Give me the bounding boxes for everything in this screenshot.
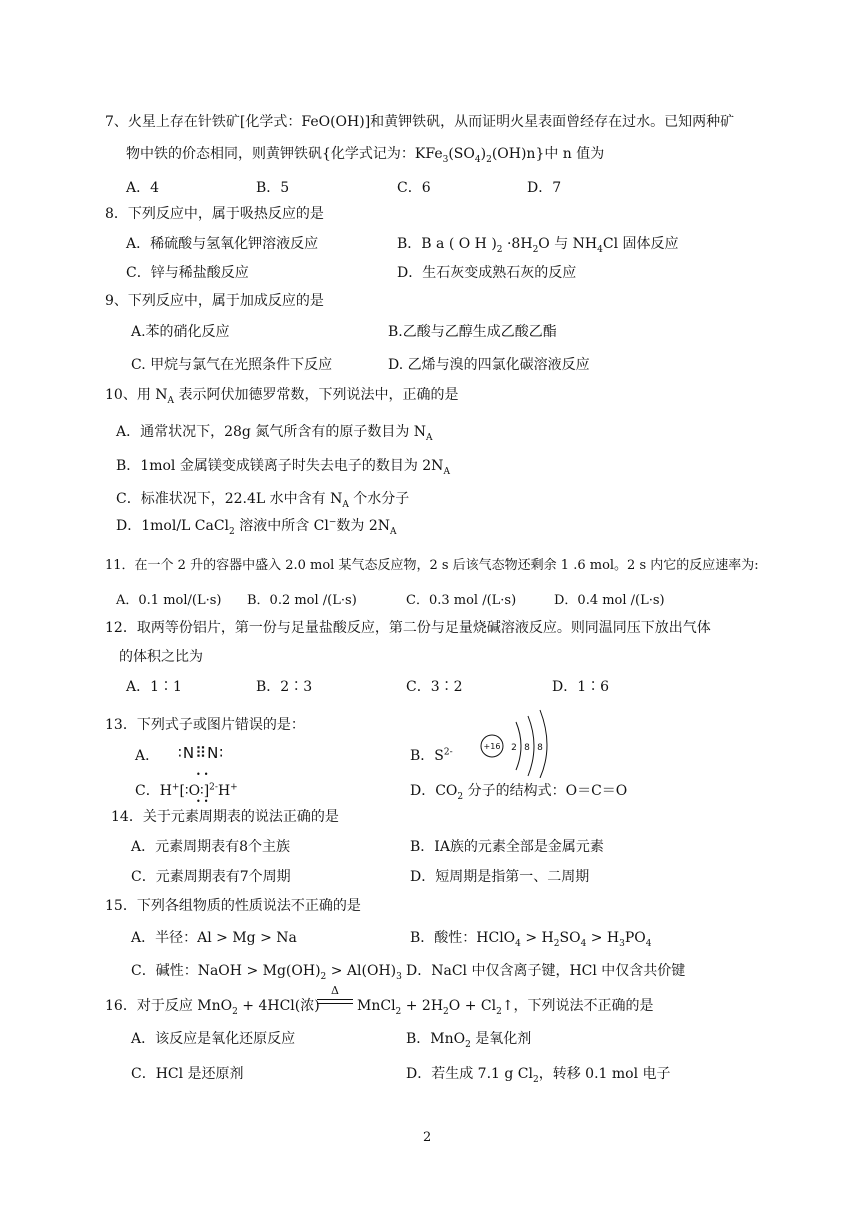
- q10-stem: 10、用 $N_A$ 表示阿伏加德罗常数，下列说法中，正确的是: [105, 387, 459, 406]
- atom-shell-2-count: 8: [524, 743, 530, 753]
- q7-option-c: C．6: [397, 180, 431, 196]
- q14-stem: 14．关于元素周期表的说法正确的是: [111, 809, 339, 825]
- q16-option-c: C．HCl 是还原剂: [131, 1066, 244, 1082]
- q13-option-b-label: B．$S^{2-}$: [410, 747, 453, 764]
- q10-option-b: B．1mol 金属镁变成镁离子时失去电子的数目为 $2N_A$: [116, 458, 450, 477]
- q13-option-a-label: A．: [135, 748, 160, 764]
- q10-option-a: A．通常状况下，28g 氮气所含有的原子数目为 $N_A$: [116, 424, 433, 443]
- q7-option-d: D．7: [527, 180, 562, 196]
- q11-option-c: C．0.3 mol /(L·s): [406, 593, 517, 608]
- q13-nitrogen-formula: ∶N⠿N∶: [178, 744, 225, 762]
- q12-option-d: D．1∶6: [552, 679, 610, 695]
- q16-option-d: D．若生成 7.1 g $Cl_2$，转移 0.1 mol 电子: [406, 1066, 671, 1085]
- q10-option-d: D．1mol/L CaCl$_2$ 溶液中所含 Cl−数为 $2N_A$: [116, 517, 397, 537]
- q15-option-d: D．NaCl 中仅含离子键，HCl 中仅含共价键: [406, 963, 686, 979]
- page-number: 2: [423, 1130, 432, 1145]
- atom-shell-3-count: 8: [537, 743, 543, 753]
- q11-stem: 11．在一个 2 升的容器中盛入 2.0 mol 某气态反应物，2 s 后该气态物还剩余 1 .6 mol。2 s 内它的反应速率为:: [105, 558, 759, 573]
- q11-option-d: D．0.4 mol /(L·s): [554, 593, 665, 608]
- q16-option-a: A．该反应是氧化还原反应: [131, 1031, 296, 1047]
- q16-option-b: B．MnO$_2$ 是氧化剂: [406, 1031, 532, 1050]
- q16-stem-right: MnCl$_2$ + $2H_2O$ + $Cl_2↑$，下列说法不正确的是: [357, 998, 654, 1017]
- q14-option-c: C．元素周期表有7个周期: [131, 869, 291, 885]
- q8-option-a: A．稀硫酸与氢氧化钾溶液反应: [126, 236, 319, 252]
- q7-stem-line1: 7、火星上存在针铁矿[化学式：FeO(OH)]和黄钾铁矾，从而证明火星表面曾经存在过水。已知两种矿: [105, 114, 735, 130]
- q13-option-d: D．$CO_2$ 分子的结构式：O＝C＝O: [410, 783, 628, 802]
- q10-option-c: C．标准状况下，22.4L 水中含有 $N_A$ 个水分子: [116, 491, 410, 510]
- oxygen-top-electron-dots: ••: [196, 770, 212, 779]
- q8-option-c: C．锌与稀盐酸反应: [126, 265, 249, 281]
- q9-stem: 9、下列反应中，属于加成反应的是: [105, 293, 324, 309]
- q8-option-b: B．B a ( O H )$_2 \cdot 8H_2O$ 与 $NH_4Cl$ 固体反应: [397, 236, 679, 255]
- reaction-equal-line-bottom: [317, 1003, 353, 1004]
- q15-option-a: A．半径：Al > Mg > Na: [131, 930, 297, 946]
- q15-option-c: C．碱性：NaOH > $Mg(OH)_2 > Al(OH)_3$: [131, 963, 402, 982]
- atom-nucleus-label: +16: [483, 742, 501, 751]
- q8-stem: 8．下列反应中，属于吸热反应的是: [105, 206, 324, 222]
- q15-stem: 15．下列各组物质的性质说法不正确的是: [105, 898, 361, 914]
- q14-option-d: D．短周期是指第一、二周期: [410, 869, 590, 885]
- reaction-equal-line-top: [317, 999, 353, 1000]
- reaction-heat-delta: Δ: [331, 984, 339, 997]
- q7-stem-line2: 物中铁的价态相同，则黄钾铁矾{化学式记为：$KFe_3(SO_4)_2(OH)n$}中 n 值为: [126, 146, 605, 165]
- q16-stem-left: 16．对于反应 MnO$_2$ + 4HCl(浓): [105, 998, 320, 1017]
- q12-stem-line2: 的体积之比为: [119, 649, 203, 665]
- oxygen-bottom-electron-dots: ••: [196, 797, 212, 806]
- q12-option-b: B．2∶3: [256, 679, 313, 695]
- sulfur-ion-atom-diagram: [476, 708, 556, 778]
- q14-option-a: A．元素周期表有8个主族: [131, 839, 291, 855]
- q12-option-c: C．3∶2: [406, 679, 463, 695]
- q9-option-d: D. 乙烯与溴的四氯化碳溶液反应: [388, 357, 590, 373]
- q14-option-b: B．IA族的元素全部是金属元素: [410, 839, 604, 855]
- q13-stem: 13．下列式子或图片错误的是：: [105, 717, 305, 733]
- q11-option-a: A．0.1 mol/(L·s): [116, 593, 222, 608]
- q12-option-a: A．1∶1: [126, 679, 182, 695]
- q9-option-a: A.苯的硝化反应: [131, 324, 230, 340]
- q15-option-b: B．酸性：HClO$_4$ > $H_2SO_4 > H_3PO_4$: [410, 930, 652, 949]
- q11-option-b: B．0.2 mol /(L·s): [247, 593, 357, 608]
- q13-option-c: C．H+[∶O∶]$^{2-}$H+: [135, 782, 238, 799]
- q7-option-b: B．5: [256, 180, 290, 196]
- q12-stem-line1: 12．取两等份铝片，第一份与足量盐酸反应，第二份与足量烧碱溶液反应。则同温同压下放出气体: [105, 620, 711, 636]
- q9-option-c: C. 甲烷与氯气在光照条件下反应: [131, 357, 333, 373]
- q9-option-b: B.乙酸与乙醇生成乙酸乙酯: [388, 324, 557, 340]
- atom-shell-1-count: 2: [511, 743, 517, 753]
- q8-option-d: D．生石灰变成熟石灰的反应: [397, 265, 577, 281]
- q7-option-a: A．4: [126, 180, 160, 196]
